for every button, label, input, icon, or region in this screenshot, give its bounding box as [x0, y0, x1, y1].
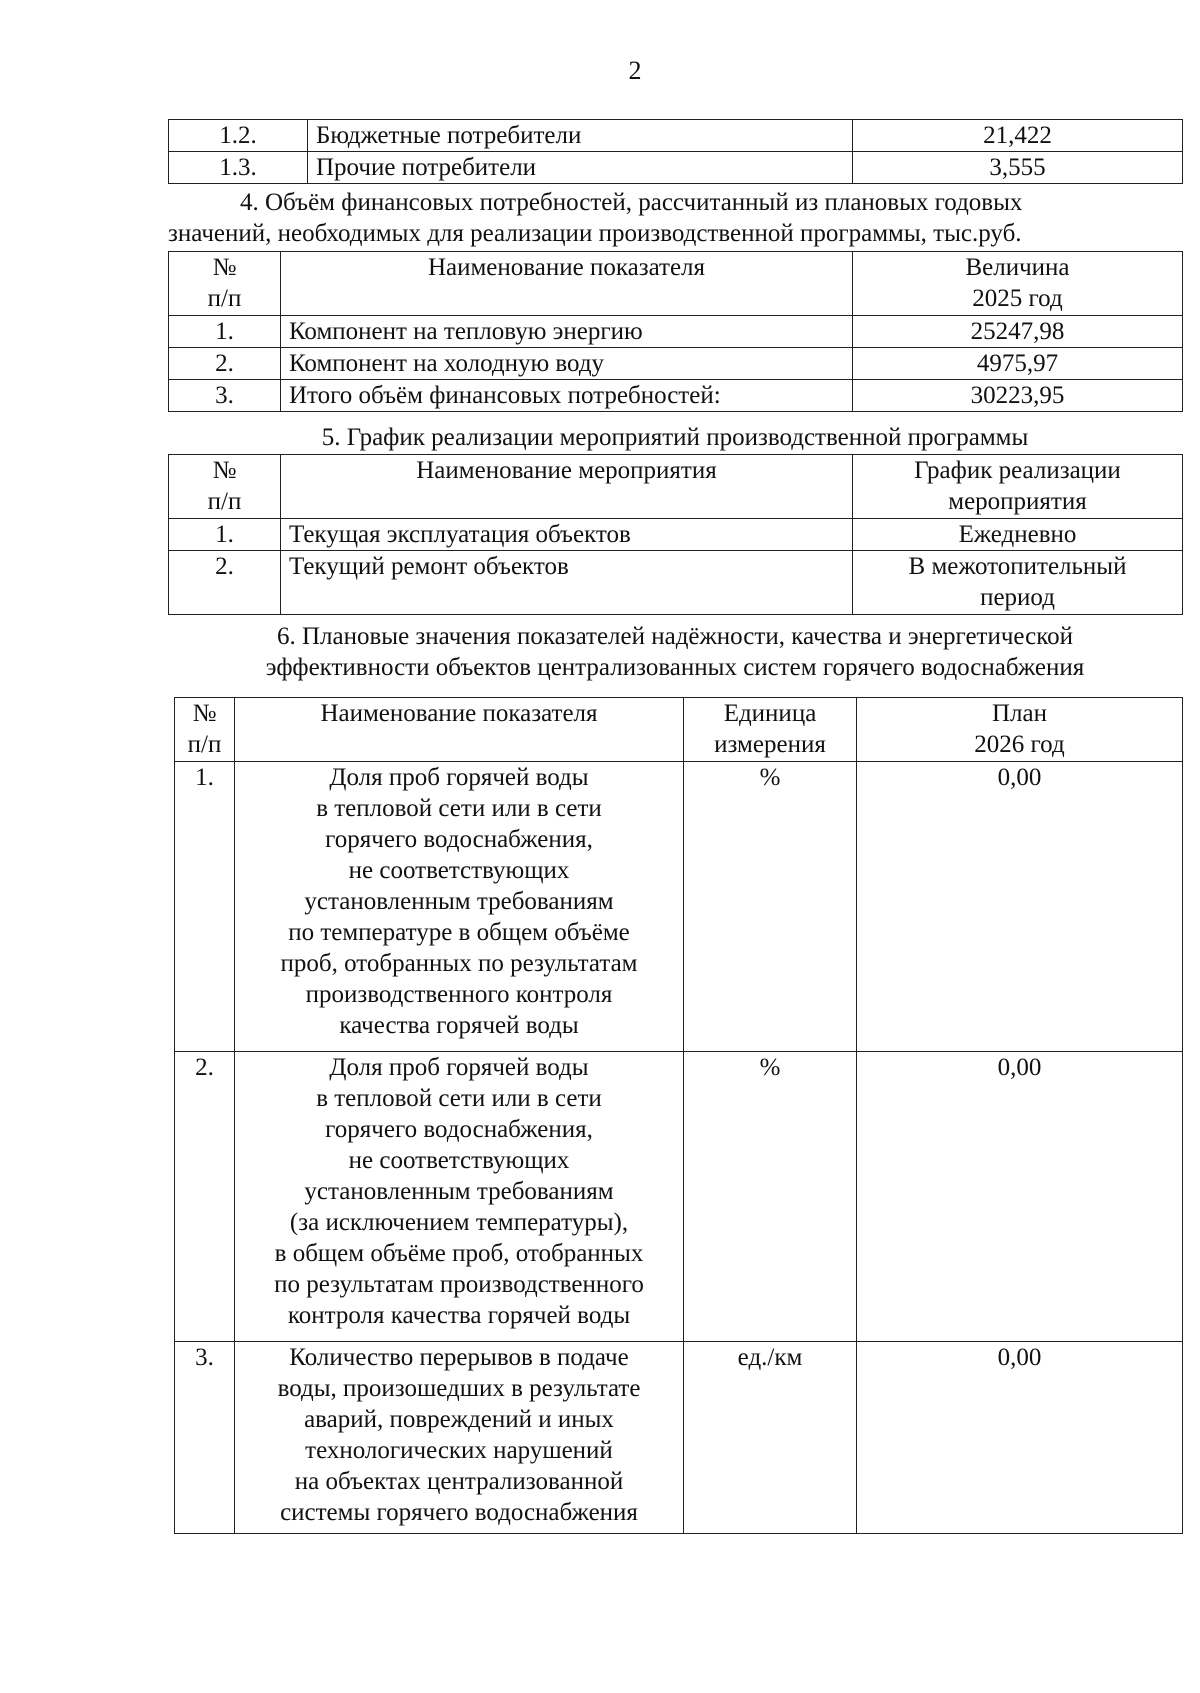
row-name: Прочие потребители	[308, 152, 853, 184]
row-name: Компонент на тепловую энергию	[281, 316, 853, 348]
row-name: Текущий ремонт объектов	[281, 551, 853, 615]
section6-title-line2: эффективности объектов централизованных систем горячего водоснабжения	[265, 654, 1085, 681]
header-number: № п/п	[169, 455, 281, 519]
table-row	[169, 348, 1183, 380]
row-schedule: Ежедневно	[853, 519, 1183, 551]
row-value: 21,422	[853, 120, 1183, 152]
table-row	[175, 1342, 1183, 1534]
header-name: Наименование показателя	[235, 698, 684, 762]
row-name: Доля проб горячей воды в тепловой сети или в сети горячего водоснабжения, не соответствующих установленным требованиям (за исключением температуры), в общем объёме проб, отобранных по результатам производственного контроля качества горячей воды	[235, 1052, 684, 1342]
row-unit: %	[684, 762, 857, 1052]
row-plan: 0,00	[857, 1342, 1183, 1534]
section6-title	[168, 621, 1182, 683]
row-name: Бюджетные потребители	[308, 120, 853, 152]
table-row	[169, 551, 1183, 615]
row-plan: 0,00	[857, 1052, 1183, 1342]
row-number: 3.	[169, 380, 281, 412]
row-number: 1.	[175, 762, 235, 1052]
schedule-table	[168, 454, 1183, 615]
header-unit: Единица измерения	[684, 698, 857, 762]
table-row	[169, 152, 1183, 184]
row-number: 3.	[175, 1342, 235, 1534]
table-row	[169, 120, 1183, 152]
consumers-table	[168, 119, 1183, 184]
indicators-table	[174, 697, 1183, 1534]
header-name: Наименование мероприятия	[281, 455, 853, 519]
header-name: Наименование показателя	[281, 252, 853, 316]
row-plan: 0,00	[857, 762, 1183, 1052]
table-row	[169, 316, 1183, 348]
page-number: 2	[628, 56, 642, 85]
row-name: Доля проб горячей воды в тепловой сети или в сети горячего водоснабжения, не соответствующих установленным требованиям по температуре в общем объёме проб, отобранных по результатам производственного контроля качества горячей воды	[235, 762, 684, 1052]
row-value: 30223,95	[853, 380, 1183, 412]
table-row	[169, 380, 1183, 412]
table-header-row	[169, 252, 1183, 316]
table-row	[169, 519, 1183, 551]
header-number: № п/п	[175, 698, 235, 762]
table-row	[175, 1052, 1183, 1342]
row-value: 3,555	[853, 152, 1183, 184]
row-value: 25247,98	[853, 316, 1183, 348]
row-schedule: В межотопительный период	[853, 551, 1183, 615]
row-number: 1.3.	[169, 152, 308, 184]
section4-title	[168, 187, 1182, 249]
header-plan: План 2026 год	[857, 698, 1183, 762]
row-unit: %	[684, 1052, 857, 1342]
row-name: Компонент на холодную воду	[281, 348, 853, 380]
row-name: Текущая эксплуатация объектов	[281, 519, 853, 551]
table-row	[175, 762, 1183, 1052]
header-number: № п/п	[169, 252, 281, 316]
financial-needs-table	[168, 251, 1183, 412]
row-number: 2.	[169, 551, 281, 615]
header-value: Величина 2025 год	[853, 252, 1183, 316]
row-name: Количество перерывов в подаче воды, произошедших в результате аварий, повреждений и иных технологических нарушений на объектах централизованной системы горячего водоснабжения	[235, 1342, 684, 1534]
header-schedule: График реализации мероприятия	[853, 455, 1183, 519]
section6-title-line1: 6. Плановые значения показателей надёжности, качества и энергетической	[276, 623, 1074, 650]
row-number: 2.	[175, 1052, 235, 1342]
row-number: 1.	[169, 519, 281, 551]
row-name: Итого объём финансовых потребностей:	[281, 380, 853, 412]
section4-title-line2: значений, необходимых для реализации производственной программы, тыс.руб.	[168, 220, 1022, 247]
row-unit: ед./км	[684, 1342, 857, 1534]
row-number: 1.2.	[169, 120, 308, 152]
section4-title-line1: 4. Объём финансовых потребностей, рассчитанный из плановых годовых	[240, 189, 1023, 216]
table-header-row	[175, 698, 1183, 762]
table-header-row	[169, 455, 1183, 519]
section5-title: 5. График реализации мероприятий производственной программы	[321, 424, 1029, 451]
row-value: 4975,97	[853, 348, 1183, 380]
row-number: 2.	[169, 348, 281, 380]
row-number: 1.	[169, 316, 281, 348]
